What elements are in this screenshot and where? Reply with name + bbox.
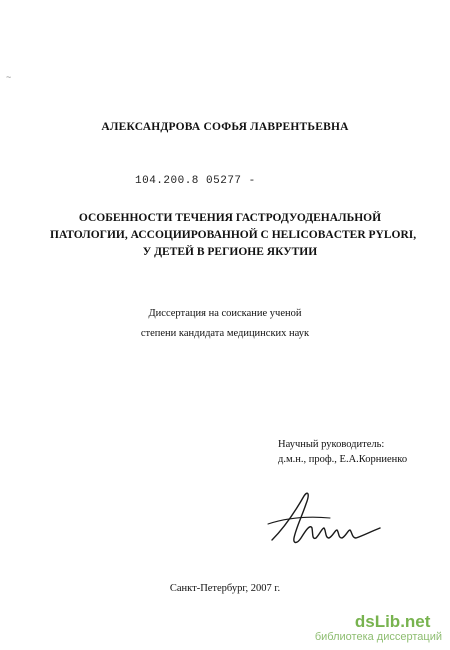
title-line: ПАТОЛОГИИ, АССОЦИИРОВАННОЙ С HELICOBACTER PYLORI, [50, 229, 417, 241]
watermark-tagline: библиотека диссертаций [314, 631, 442, 643]
scientific-advisor [278, 437, 407, 467]
degree-line: степени кандидата медицинских наук [140, 328, 310, 339]
degree-line: Диссертация на соискание ученой [148, 308, 302, 319]
city-year: Санкт-Петербург, 2007 г. [169, 583, 281, 594]
author-name: АЛЕКСАНДРОВА СОФЬЯ ЛАВРЕНТЬЕВНА [101, 121, 349, 133]
title-line: У ДЕТЕЙ В РЕГИОНЕ ЯКУТИИ [142, 246, 318, 258]
margin-mark: ~ [6, 72, 12, 82]
title-line: ОСОБЕННОСТИ ТЕЧЕНИЯ ГАСТРОДУОДЕНАЛЬНОЙ [78, 212, 382, 224]
watermark-logo: dsLib.net [354, 612, 431, 631]
advisor-label: Научный руководитель: [278, 439, 385, 450]
registration-code: 104.200.8 05277 - [135, 175, 256, 187]
handwritten-signature [266, 488, 386, 550]
dissertation-title [50, 210, 417, 261]
degree-statement [0, 304, 450, 344]
advisor-name: д.м.н., проф., Е.А.Корниенко [278, 454, 408, 465]
dslib-watermark [315, 613, 442, 644]
